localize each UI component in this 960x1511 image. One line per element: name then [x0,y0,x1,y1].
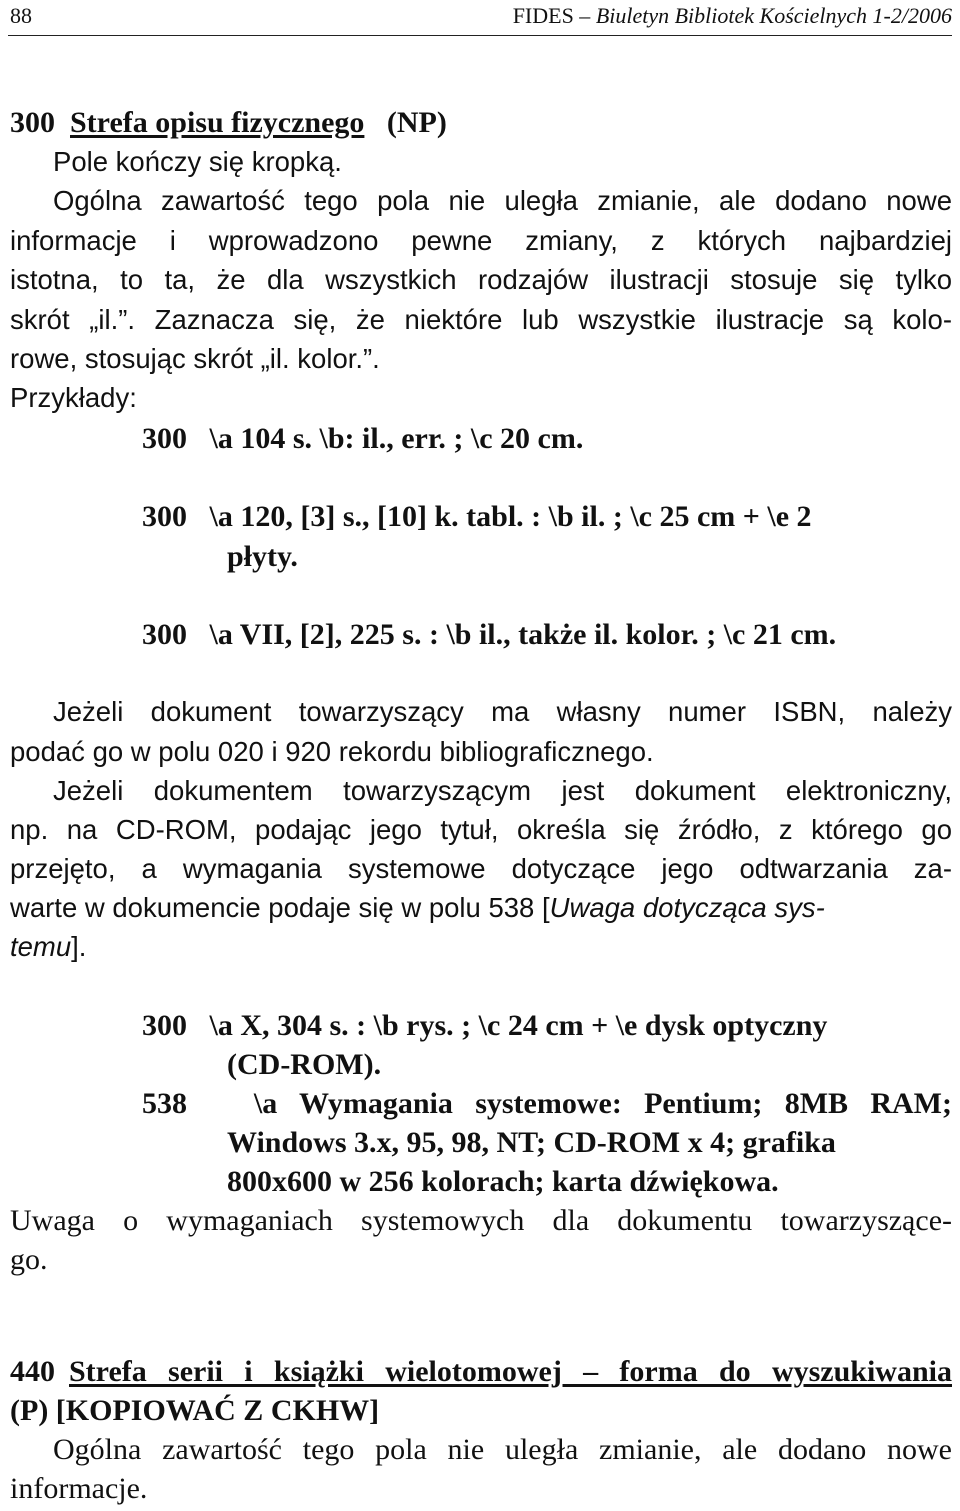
examples-label: Przykłady: [10,382,137,413]
example-line: 800x600 w 256 kolorach; karta dźwiękowa. [227,1165,779,1198]
example-line: 538 \a Wymagania systemowe: Pentium; 8MB RAM; [142,1087,952,1120]
section-300-para-line: Ogólna zawartość tego pola nie uległa zmianie, ale dodano nowe [53,185,952,216]
isbn-line: Jeżeli dokument towarzyszący ma własny numer ISBN, należy [53,696,952,727]
section-300-heading [10,108,447,138]
page-number: 88 [10,3,32,28]
section-440-heading [10,1357,952,1387]
section-440-line2: (P) [KOPIOWAĆ Z CKHW] [10,1394,380,1427]
cd-line: Jeżeli dokumentem towarzyszącym jest dokument elektroniczny, [53,775,952,806]
section-440-para-line: Ogólna zawartość tego pola nie uległa zmianie, ale dodano nowe [53,1433,952,1466]
note-line: Uwaga o wymaganiach systemowych dla dokumentu towarzyszące- [10,1204,952,1237]
header-rule [8,35,952,36]
section-300-tag: (NP) [386,106,447,139]
example-line: (CD-ROM). [227,1048,382,1081]
note-line: go. [10,1243,48,1276]
section-440-para-line: informacje. [10,1472,148,1505]
cd-line-italic: Uwaga dotycząca sys- [549,892,825,923]
example-line: 300 \a 120, [3] s., [10] k. tabl. : \b il. ; \c 25 cm + \e 2 [142,500,812,533]
section-300-para-line: informacje i wprowadzono pewne zmiany, z których najbardziej [10,225,952,256]
cd-line-part: ]. [71,931,87,962]
cd-line: np. na CD-ROM, podając jego tytuł, określa się źródło, z którego go [10,814,952,845]
example-line: płyty. [227,540,298,573]
cd-line-italic: temu [10,931,72,962]
isbn-line: podać go w polu 020 i 920 rekordu bibliograficznego. [10,736,654,767]
journal-title [513,3,952,29]
section-300-para-line: skrót „il.”. Zaznacza się, że niektóre lub wszystkie ilustracje są kolo- [10,304,952,335]
example-line: 300 \a X, 304 s. : \b rys. ; \c 24 cm + \e dysk optyczny [142,1009,828,1042]
cd-line-text [10,894,825,922]
journal-name: FIDES – [512,3,596,28]
example-line: 300 \a 104 s. \b: il., err. ; \c 20 cm. [142,422,584,455]
section-300-line1: Pole kończy się kropką. [53,146,342,177]
cd-line: przejęto, a wymagania systemowe dotyczące jego odtwarzania za- [10,853,952,884]
cd-line [10,894,952,922]
section-440-title: Strefa serii i książki wielotomowej – forma do wyszukiwania [69,1355,952,1388]
journal-subtitle: Biuletyn Bibliotek Kościelnych 1-2/2006 [595,3,952,28]
section-300-code: 300 [10,106,55,139]
section-300-para-line: istotna, to ta, że dla wszystkich rodzajów ilustracji stosuje się tylko [10,264,952,295]
example-line: Windows 3.x, 95, 98, NT; CD-ROM x 4; grafika [227,1126,836,1159]
cd-line-part: warte w dokumencie podaje się w polu 538 [ [10,892,550,923]
section-440-code: 440 [10,1355,55,1388]
section-300-title: Strefa opisu fizycznego [70,106,365,139]
section-300-para-line: rowe, stosując skrót „il. kolor.”. [10,343,380,374]
example-line: 300 \a VII, [2], 225 s. : \b il., także il. kolor. ; \c 21 cm. [142,618,837,651]
cd-line [10,933,86,961]
running-header [0,0,960,40]
